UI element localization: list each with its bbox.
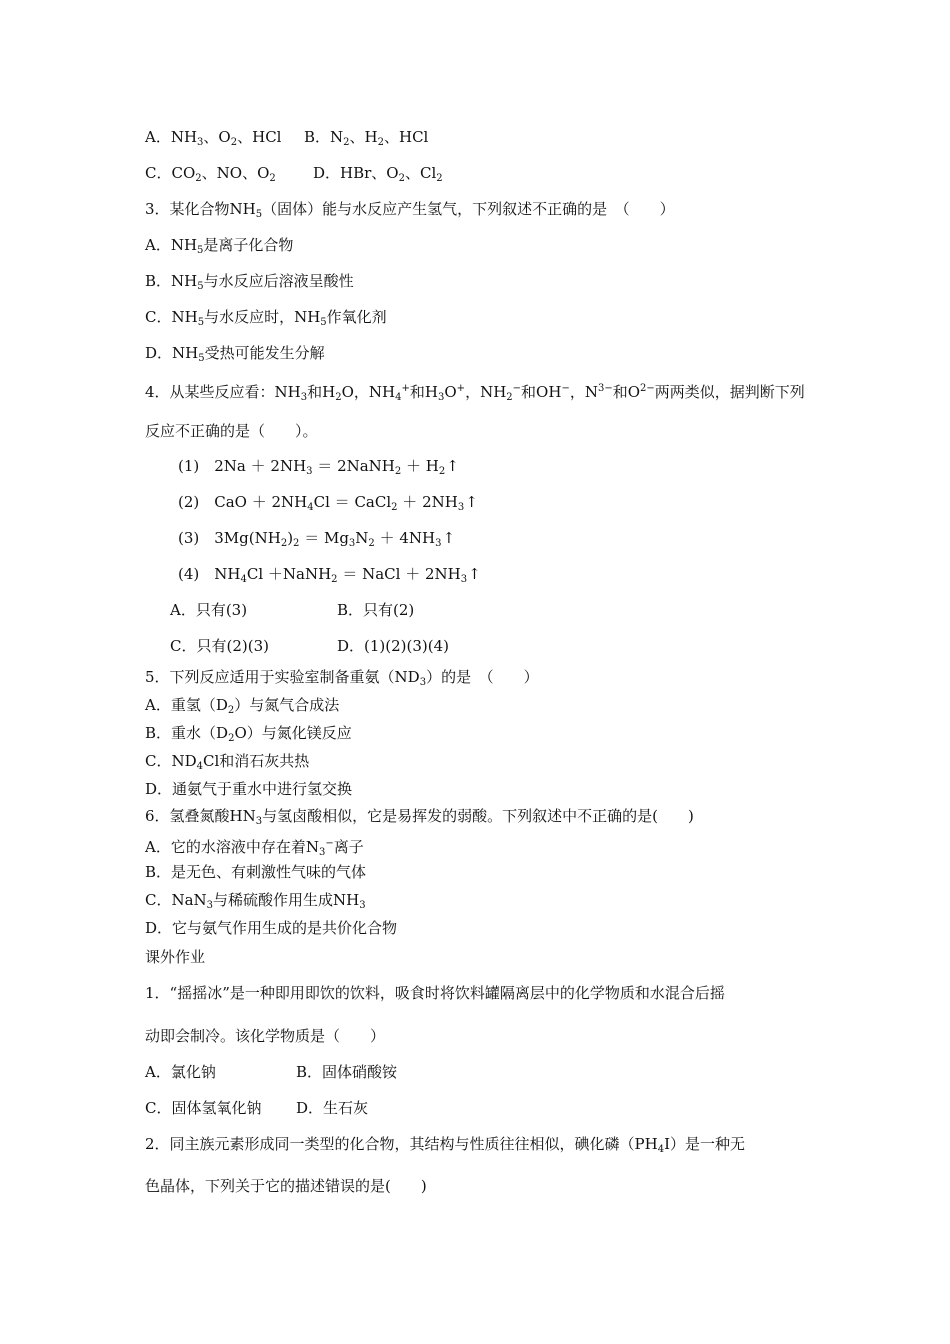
q3-option-c: C．$NH_5$与水反应时，$NH_5$作氧化剂 <box>145 308 387 328</box>
q3-stem: 3．某化合物$NH_5$（固体）能与水反应产生氢气，下列叙述不正确的是 （ ） <box>145 200 675 220</box>
q4-option-c: C．只有(2)(3) <box>170 637 269 655</box>
q6-option-c: C．NaN$_3$与稀硫酸作用生成$NH_3$ <box>145 891 366 911</box>
q4-stem-line2: 反应不正确的是（ ）。 <box>145 422 318 440</box>
q3-option-d: D．$NH_5$受热可能发生分解 <box>145 344 325 364</box>
q2-option-c: C．$CO_2$、NO、$O_2$ <box>145 164 276 184</box>
q2-option-d: D．HBr、$O_2$、$Cl_2$ <box>313 164 443 184</box>
q4-reaction-2: (2) CaO ＋ $2NH_4Cl$ ＝ CaCl$_2$ ＋ $2NH_3↑$ <box>178 493 478 513</box>
q2-option-a: A．$NH_3$、$O_2$、HCl <box>145 128 282 148</box>
hw-q1-option-b: B．固体硝酸铵 <box>296 1063 398 1081</box>
q4-reaction-4: (4) $NH_4Cl$ ＋NaNH$_2$ ＝ NaCl ＋ $2NH_3↑$ <box>178 565 481 585</box>
q3-option-a: A．$NH_5$是离子化合物 <box>145 236 294 256</box>
q5-stem: 5．下列反应适用于实验室制备重氨$(ND_3)$的是 （ ） <box>145 668 539 688</box>
q5-option-b: B．重水$(D_2O)$与氮化镁反应 <box>145 724 352 744</box>
q5-option-a: A．重氢$(D_2)$与氮气合成法 <box>145 696 340 716</box>
q6-option-d: D．它与氨气作用生成的是共价化合物 <box>145 919 398 937</box>
q4-reaction-3: (3) $3Mg(NH_2)_2 = Mg_3N_2$ ＋ $4NH_3↑$ <box>178 529 456 549</box>
hw-q1-option-c: C．固体氢氧化钠 <box>145 1099 262 1117</box>
q6-option-a: A．它的水溶液中存在着$N_3^-$离子 <box>145 838 364 858</box>
hw-q1-stem-line2: 动即会制冷。该化学物质是（ ） <box>145 1027 386 1045</box>
homework-title: 课外作业 <box>145 948 206 966</box>
q5-option-c: C．$ND_4Cl$和消石灰共热 <box>145 752 310 772</box>
q4-reaction-1: (1) $2Na + 2NH_3$ ＝ 2NaNH$_2$ ＋ $H_2↑$ <box>178 457 459 477</box>
q4-option-d: D．(1)(2)(3)(4) <box>337 637 450 655</box>
hw-q1-option-a: A．氯化钠 <box>145 1063 216 1081</box>
q2-option-b: B．$N_2$、$H_2$、HCl <box>304 128 429 148</box>
q4-stem-line1: 4．从某些反应看：$NH_3$和$H_2O$，$NH_4^+$和$H_3O^+$，$NH_2^-$和OH−，$N^{3-}$和$O^{2-}$两两类似，据判断下列 <box>145 383 805 403</box>
hw-q2-stem-line2: 色晶体，下列关于它的描述错误的是( ) <box>145 1177 427 1195</box>
hw-q2-stem-line1: 2．同主族元素形成同一类型的化合物，其结构与性质往往相似，碘化磷$(PH_4I)$是一种无 <box>145 1135 746 1155</box>
hw-q1-option-d: D．生石灰 <box>296 1099 369 1117</box>
q6-stem: 6．氢叠氮酸$HN_3$与氢卤酸相似，它是易挥发的弱酸。下列叙述中不正确的是( ) <box>145 807 694 827</box>
q5-option-d: D．通氨气于重水中进行氢交换 <box>145 780 353 798</box>
q4-option-a: A．只有(3) <box>170 601 248 619</box>
q6-option-b: B．是无色、有刺激性气味的气体 <box>145 863 367 881</box>
q3-option-b: B．$NH_5$与水反应后溶液呈酸性 <box>145 272 354 292</box>
q4-option-b: B．只有(2) <box>337 601 415 619</box>
hw-q1-stem-line1: 1．“摇摇冰”是一种即用即饮的饮料，吸食时将饮料罐隔离层中的化学物质和水混合后摇 <box>145 984 725 1002</box>
